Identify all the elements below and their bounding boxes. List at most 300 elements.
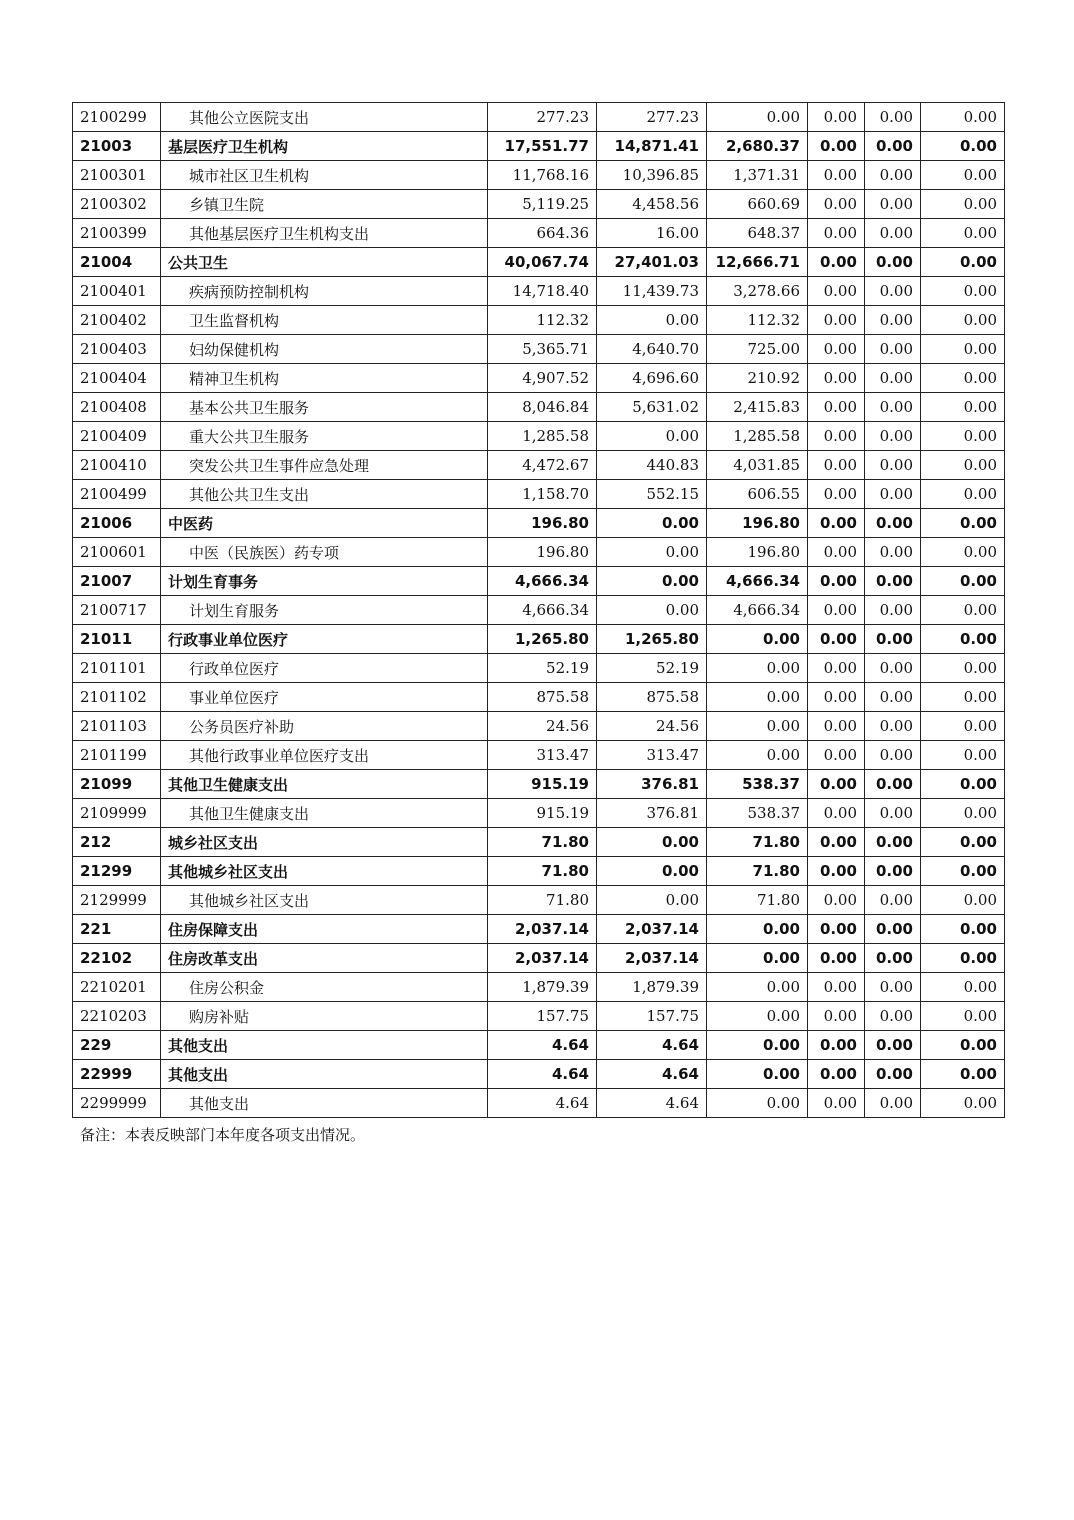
- cell-name: 精神卫生机构: [161, 364, 488, 393]
- cell-project: 538.37: [707, 799, 808, 828]
- table-row: [73, 161, 1005, 190]
- cell-col4: 0.00: [808, 422, 865, 451]
- cell-total: 915.19: [488, 799, 597, 828]
- cell-col4: 0.00: [808, 364, 865, 393]
- cell-col6: 0.00: [921, 306, 1005, 335]
- cell-col4: 0.00: [808, 451, 865, 480]
- cell-code: 2101199: [73, 741, 161, 770]
- cell-code: 21007: [73, 567, 161, 596]
- cell-name: 其他公立医院支出: [161, 103, 488, 132]
- cell-project: 0.00: [707, 1031, 808, 1060]
- cell-col6: 0.00: [921, 1060, 1005, 1089]
- cell-col5: 0.00: [865, 480, 921, 509]
- cell-col6: 0.00: [921, 596, 1005, 625]
- cell-basic: 0.00: [597, 422, 707, 451]
- cell-name: 行政事业单位医疗: [161, 625, 488, 654]
- cell-basic: 11,439.73: [597, 277, 707, 306]
- cell-project: 1,371.31: [707, 161, 808, 190]
- table-row: [73, 567, 1005, 596]
- cell-total: 11,768.16: [488, 161, 597, 190]
- cell-name: 公共卫生: [161, 248, 488, 277]
- cell-col5: 0.00: [865, 509, 921, 538]
- cell-col5: 0.00: [865, 190, 921, 219]
- cell-basic: 1,265.80: [597, 625, 707, 654]
- cell-total: 71.80: [488, 886, 597, 915]
- cell-project: 0.00: [707, 625, 808, 654]
- cell-name: 住房改革支出: [161, 944, 488, 973]
- cell-col5: 0.00: [865, 306, 921, 335]
- cell-project: 71.80: [707, 857, 808, 886]
- cell-code: 2100717: [73, 596, 161, 625]
- cell-code: 2100410: [73, 451, 161, 480]
- cell-total: 1,879.39: [488, 973, 597, 1002]
- cell-total: 1,265.80: [488, 625, 597, 654]
- cell-basic: 52.19: [597, 654, 707, 683]
- cell-col5: 0.00: [865, 828, 921, 857]
- cell-col6: 0.00: [921, 132, 1005, 161]
- cell-col5: 0.00: [865, 103, 921, 132]
- table-row: [73, 886, 1005, 915]
- cell-col4: 0.00: [808, 538, 865, 567]
- cell-col5: 0.00: [865, 1002, 921, 1031]
- cell-total: 2,037.14: [488, 915, 597, 944]
- cell-name: 基本公共卫生服务: [161, 393, 488, 422]
- cell-name: 其他支出: [161, 1089, 488, 1118]
- cell-name: 其他城乡社区支出: [161, 886, 488, 915]
- cell-project: 1,285.58: [707, 422, 808, 451]
- cell-name: 其他行政事业单位医疗支出: [161, 741, 488, 770]
- cell-code: 2100301: [73, 161, 161, 190]
- table-row: [73, 770, 1005, 799]
- cell-col6: 0.00: [921, 103, 1005, 132]
- table-row: [73, 799, 1005, 828]
- cell-col5: 0.00: [865, 538, 921, 567]
- cell-project: 2,680.37: [707, 132, 808, 161]
- cell-code: 2129999: [73, 886, 161, 915]
- cell-project: 4,666.34: [707, 596, 808, 625]
- cell-name: 乡镇卫生院: [161, 190, 488, 219]
- cell-project: 0.00: [707, 741, 808, 770]
- cell-col5: 0.00: [865, 915, 921, 944]
- cell-name: 住房公积金: [161, 973, 488, 1002]
- cell-col6: 0.00: [921, 973, 1005, 1002]
- cell-col6: 0.00: [921, 219, 1005, 248]
- table-row: [73, 538, 1005, 567]
- cell-code: 229: [73, 1031, 161, 1060]
- cell-total: 277.23: [488, 103, 597, 132]
- cell-basic: 313.47: [597, 741, 707, 770]
- cell-project: 0.00: [707, 712, 808, 741]
- cell-col5: 0.00: [865, 393, 921, 422]
- cell-col4: 0.00: [808, 277, 865, 306]
- table-row: [73, 596, 1005, 625]
- cell-project: 0.00: [707, 915, 808, 944]
- cell-name: 其他支出: [161, 1060, 488, 1089]
- cell-total: 313.47: [488, 741, 597, 770]
- cell-col5: 0.00: [865, 799, 921, 828]
- cell-col4: 0.00: [808, 190, 865, 219]
- cell-col4: 0.00: [808, 799, 865, 828]
- cell-project: 3,278.66: [707, 277, 808, 306]
- cell-project: 71.80: [707, 828, 808, 857]
- cell-name: 其他城乡社区支出: [161, 857, 488, 886]
- cell-col6: 0.00: [921, 857, 1005, 886]
- table-row: [73, 654, 1005, 683]
- cell-total: 4,472.67: [488, 451, 597, 480]
- cell-basic: 2,037.14: [597, 944, 707, 973]
- table-row: [73, 422, 1005, 451]
- cell-total: 4.64: [488, 1060, 597, 1089]
- table-row: [73, 857, 1005, 886]
- cell-project: 2,415.83: [707, 393, 808, 422]
- cell-col4: 0.00: [808, 770, 865, 799]
- cell-col5: 0.00: [865, 712, 921, 741]
- cell-name: 妇幼保健机构: [161, 335, 488, 364]
- cell-project: 606.55: [707, 480, 808, 509]
- cell-col6: 0.00: [921, 915, 1005, 944]
- cell-name: 中医（民族医）药专项: [161, 538, 488, 567]
- cell-col4: 0.00: [808, 480, 865, 509]
- cell-col6: 0.00: [921, 625, 1005, 654]
- cell-basic: 27,401.03: [597, 248, 707, 277]
- cell-code: 2210201: [73, 973, 161, 1002]
- cell-col4: 0.00: [808, 248, 865, 277]
- cell-project: 0.00: [707, 973, 808, 1002]
- cell-col4: 0.00: [808, 335, 865, 364]
- cell-basic: 4.64: [597, 1031, 707, 1060]
- cell-col4: 0.00: [808, 161, 865, 190]
- cell-col6: 0.00: [921, 451, 1005, 480]
- table-row: [73, 248, 1005, 277]
- cell-project: 71.80: [707, 886, 808, 915]
- cell-col4: 0.00: [808, 1060, 865, 1089]
- cell-col6: 0.00: [921, 799, 1005, 828]
- cell-col6: 0.00: [921, 1089, 1005, 1118]
- cell-col4: 0.00: [808, 1002, 865, 1031]
- cell-name: 其他卫生健康支出: [161, 770, 488, 799]
- cell-col6: 0.00: [921, 654, 1005, 683]
- cell-col4: 0.00: [808, 1031, 865, 1060]
- cell-col6: 0.00: [921, 1002, 1005, 1031]
- table-row: [73, 828, 1005, 857]
- cell-col6: 0.00: [921, 741, 1005, 770]
- cell-total: 40,067.74: [488, 248, 597, 277]
- cell-col4: 0.00: [808, 886, 865, 915]
- cell-col6: 0.00: [921, 248, 1005, 277]
- cell-basic: 4,696.60: [597, 364, 707, 393]
- cell-col4: 0.00: [808, 973, 865, 1002]
- table-row: [73, 683, 1005, 712]
- cell-name: 计划生育事务: [161, 567, 488, 596]
- cell-total: 71.80: [488, 857, 597, 886]
- cell-project: 648.37: [707, 219, 808, 248]
- expenditure-sheet: [72, 102, 1004, 1145]
- cell-col4: 0.00: [808, 103, 865, 132]
- cell-col5: 0.00: [865, 625, 921, 654]
- cell-basic: 0.00: [597, 596, 707, 625]
- cell-total: 52.19: [488, 654, 597, 683]
- cell-col5: 0.00: [865, 248, 921, 277]
- cell-col4: 0.00: [808, 1089, 865, 1118]
- table-row: [73, 973, 1005, 1002]
- cell-total: 196.80: [488, 538, 597, 567]
- cell-col6: 0.00: [921, 335, 1005, 364]
- table-row: [73, 306, 1005, 335]
- cell-total: 4,666.34: [488, 567, 597, 596]
- cell-col4: 0.00: [808, 219, 865, 248]
- cell-col5: 0.00: [865, 654, 921, 683]
- cell-col5: 0.00: [865, 422, 921, 451]
- cell-col6: 0.00: [921, 393, 1005, 422]
- cell-code: 2101103: [73, 712, 161, 741]
- cell-col6: 0.00: [921, 1031, 1005, 1060]
- table-row: [73, 364, 1005, 393]
- cell-code: 2210203: [73, 1002, 161, 1031]
- cell-name: 行政单位医疗: [161, 654, 488, 683]
- cell-name: 中医药: [161, 509, 488, 538]
- table-row: [73, 103, 1005, 132]
- cell-total: 14,718.40: [488, 277, 597, 306]
- cell-basic: 24.56: [597, 712, 707, 741]
- cell-name: 疾病预防控制机构: [161, 277, 488, 306]
- cell-col6: 0.00: [921, 828, 1005, 857]
- cell-code: 2100499: [73, 480, 161, 509]
- cell-col4: 0.00: [808, 596, 865, 625]
- cell-code: 212: [73, 828, 161, 857]
- cell-col6: 0.00: [921, 712, 1005, 741]
- cell-name: 卫生监督机构: [161, 306, 488, 335]
- cell-col5: 0.00: [865, 567, 921, 596]
- table-row: [73, 335, 1005, 364]
- cell-basic: 4,458.56: [597, 190, 707, 219]
- cell-name: 突发公共卫生事件应急处理: [161, 451, 488, 480]
- cell-total: 5,119.25: [488, 190, 597, 219]
- cell-col5: 0.00: [865, 944, 921, 973]
- cell-total: 5,365.71: [488, 335, 597, 364]
- expenditure-table: [72, 102, 1005, 1118]
- cell-name: 基层医疗卫生机构: [161, 132, 488, 161]
- cell-code: 2100409: [73, 422, 161, 451]
- cell-col5: 0.00: [865, 132, 921, 161]
- cell-code: 21099: [73, 770, 161, 799]
- cell-code: 2100404: [73, 364, 161, 393]
- cell-col4: 0.00: [808, 944, 865, 973]
- table-row: [73, 625, 1005, 654]
- cell-code: 2100399: [73, 219, 161, 248]
- cell-code: 2100403: [73, 335, 161, 364]
- cell-code: 22999: [73, 1060, 161, 1089]
- cell-col4: 0.00: [808, 712, 865, 741]
- cell-total: 875.58: [488, 683, 597, 712]
- table-note: 备注：本表反映部门本年度各项支出情况。: [80, 1126, 366, 1144]
- cell-total: 915.19: [488, 770, 597, 799]
- table-row: [73, 277, 1005, 306]
- cell-col5: 0.00: [865, 886, 921, 915]
- cell-name: 其他支出: [161, 1031, 488, 1060]
- cell-total: 4,666.34: [488, 596, 597, 625]
- cell-basic: 0.00: [597, 857, 707, 886]
- cell-total: 71.80: [488, 828, 597, 857]
- cell-col5: 0.00: [865, 161, 921, 190]
- cell-basic: 875.58: [597, 683, 707, 712]
- table-row: [73, 393, 1005, 422]
- cell-col4: 0.00: [808, 509, 865, 538]
- cell-project: 0.00: [707, 654, 808, 683]
- cell-code: 2100402: [73, 306, 161, 335]
- cell-col5: 0.00: [865, 683, 921, 712]
- cell-col6: 0.00: [921, 567, 1005, 596]
- cell-name: 公务员医疗补助: [161, 712, 488, 741]
- cell-col4: 0.00: [808, 306, 865, 335]
- table-row: [73, 509, 1005, 538]
- cell-col5: 0.00: [865, 1089, 921, 1118]
- cell-col6: 0.00: [921, 422, 1005, 451]
- cell-name: 其他卫生健康支出: [161, 799, 488, 828]
- cell-col4: 0.00: [808, 567, 865, 596]
- cell-name: 购房补贴: [161, 1002, 488, 1031]
- cell-col6: 0.00: [921, 770, 1005, 799]
- cell-total: 1,285.58: [488, 422, 597, 451]
- cell-basic: 0.00: [597, 886, 707, 915]
- cell-total: 24.56: [488, 712, 597, 741]
- cell-col4: 0.00: [808, 132, 865, 161]
- cell-basic: 157.75: [597, 1002, 707, 1031]
- cell-col5: 0.00: [865, 451, 921, 480]
- cell-basic: 440.83: [597, 451, 707, 480]
- cell-basic: 16.00: [597, 219, 707, 248]
- cell-name: 住房保障支出: [161, 915, 488, 944]
- cell-name: 城市社区卫生机构: [161, 161, 488, 190]
- cell-basic: 0.00: [597, 538, 707, 567]
- cell-col6: 0.00: [921, 886, 1005, 915]
- cell-basic: 10,396.85: [597, 161, 707, 190]
- cell-total: 4.64: [488, 1031, 597, 1060]
- cell-col5: 0.00: [865, 335, 921, 364]
- cell-col6: 0.00: [921, 944, 1005, 973]
- cell-col4: 0.00: [808, 654, 865, 683]
- cell-col6: 0.00: [921, 538, 1005, 567]
- cell-project: 538.37: [707, 770, 808, 799]
- cell-project: 196.80: [707, 509, 808, 538]
- table-row: [73, 712, 1005, 741]
- cell-total: 157.75: [488, 1002, 597, 1031]
- cell-col4: 0.00: [808, 857, 865, 886]
- cell-project: 0.00: [707, 1002, 808, 1031]
- table-row: [73, 190, 1005, 219]
- cell-col6: 0.00: [921, 161, 1005, 190]
- cell-col4: 0.00: [808, 741, 865, 770]
- cell-total: 112.32: [488, 306, 597, 335]
- table-row: [73, 1060, 1005, 1089]
- cell-col5: 0.00: [865, 741, 921, 770]
- cell-project: 725.00: [707, 335, 808, 364]
- cell-basic: 1,879.39: [597, 973, 707, 1002]
- cell-total: 664.36: [488, 219, 597, 248]
- cell-basic: 0.00: [597, 567, 707, 596]
- cell-name: 其他公共卫生支出: [161, 480, 488, 509]
- cell-name: 重大公共卫生服务: [161, 422, 488, 451]
- cell-col5: 0.00: [865, 1060, 921, 1089]
- cell-project: 4,031.85: [707, 451, 808, 480]
- cell-code: 21299: [73, 857, 161, 886]
- cell-code: 2100601: [73, 538, 161, 567]
- cell-col5: 0.00: [865, 596, 921, 625]
- table-row: [73, 480, 1005, 509]
- cell-code: 2100299: [73, 103, 161, 132]
- cell-total: 4,907.52: [488, 364, 597, 393]
- cell-basic: 277.23: [597, 103, 707, 132]
- table-row: [73, 1089, 1005, 1118]
- cell-total: 2,037.14: [488, 944, 597, 973]
- cell-project: 4,666.34: [707, 567, 808, 596]
- cell-code: 2109999: [73, 799, 161, 828]
- cell-col6: 0.00: [921, 364, 1005, 393]
- cell-col4: 0.00: [808, 915, 865, 944]
- cell-project: 660.69: [707, 190, 808, 219]
- cell-total: 4.64: [488, 1089, 597, 1118]
- cell-project: 196.80: [707, 538, 808, 567]
- cell-code: 22102: [73, 944, 161, 973]
- cell-name: 计划生育服务: [161, 596, 488, 625]
- cell-basic: 0.00: [597, 306, 707, 335]
- cell-basic: 0.00: [597, 509, 707, 538]
- cell-col4: 0.00: [808, 393, 865, 422]
- table-row: [73, 944, 1005, 973]
- cell-col5: 0.00: [865, 1031, 921, 1060]
- cell-basic: 4,640.70: [597, 335, 707, 364]
- cell-basic: 4.64: [597, 1089, 707, 1118]
- cell-col5: 0.00: [865, 770, 921, 799]
- cell-code: 21003: [73, 132, 161, 161]
- cell-total: 17,551.77: [488, 132, 597, 161]
- cell-col6: 0.00: [921, 509, 1005, 538]
- cell-project: 210.92: [707, 364, 808, 393]
- table-body: [73, 103, 1005, 1118]
- cell-project: 0.00: [707, 683, 808, 712]
- cell-total: 196.80: [488, 509, 597, 538]
- cell-col5: 0.00: [865, 364, 921, 393]
- cell-basic: 0.00: [597, 828, 707, 857]
- table-row: [73, 741, 1005, 770]
- cell-basic: 376.81: [597, 770, 707, 799]
- cell-project: 0.00: [707, 1089, 808, 1118]
- cell-basic: 376.81: [597, 799, 707, 828]
- cell-code: 21004: [73, 248, 161, 277]
- cell-basic: 552.15: [597, 480, 707, 509]
- table-row: [73, 1002, 1005, 1031]
- cell-project: 0.00: [707, 1060, 808, 1089]
- cell-code: 2100408: [73, 393, 161, 422]
- cell-name: 其他基层医疗卫生机构支出: [161, 219, 488, 248]
- cell-project: 0.00: [707, 944, 808, 973]
- cell-col5: 0.00: [865, 857, 921, 886]
- cell-col6: 0.00: [921, 683, 1005, 712]
- cell-col5: 0.00: [865, 973, 921, 1002]
- cell-code: 221: [73, 915, 161, 944]
- table-row: [73, 219, 1005, 248]
- cell-col4: 0.00: [808, 828, 865, 857]
- cell-code: 21006: [73, 509, 161, 538]
- cell-total: 8,046.84: [488, 393, 597, 422]
- cell-code: 2100302: [73, 190, 161, 219]
- cell-col5: 0.00: [865, 219, 921, 248]
- cell-name: 城乡社区支出: [161, 828, 488, 857]
- cell-code: 2299999: [73, 1089, 161, 1118]
- table-row: [73, 132, 1005, 161]
- cell-code: 21011: [73, 625, 161, 654]
- cell-col6: 0.00: [921, 190, 1005, 219]
- cell-code: 2101102: [73, 683, 161, 712]
